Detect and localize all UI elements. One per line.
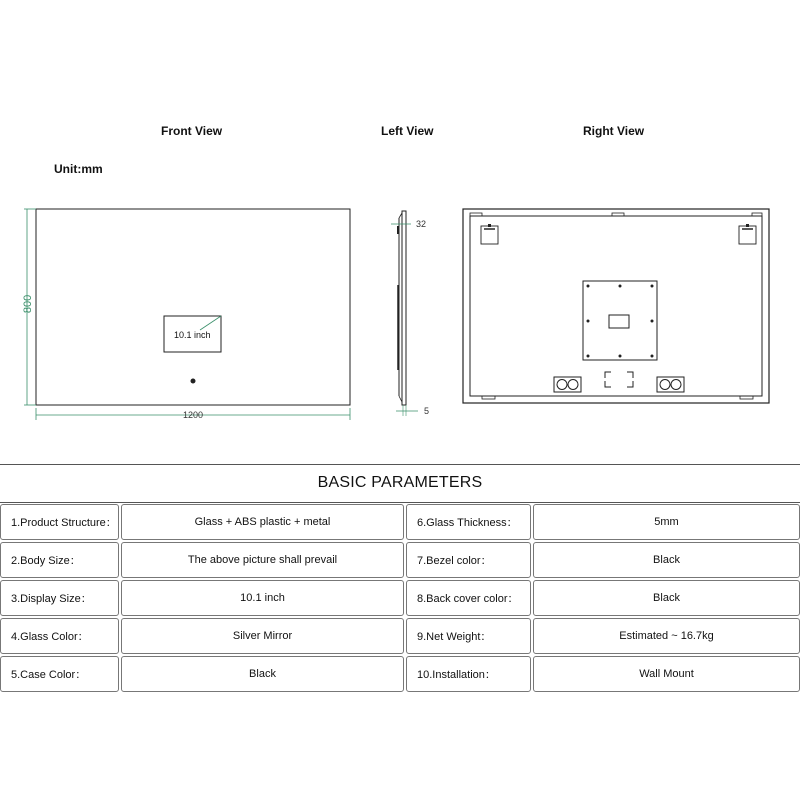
back-cover-plate — [583, 281, 657, 360]
param-label: 3.Display Size： — [0, 580, 119, 616]
front-view-outline — [36, 209, 350, 405]
right-view — [463, 209, 769, 403]
left-view-title: Left View — [381, 124, 434, 138]
param-value: Wall Mount — [533, 656, 800, 692]
back-view-outer-outline — [463, 209, 769, 403]
param-label: 10.Installation： — [406, 656, 531, 692]
front-view-title: Front View — [161, 124, 223, 138]
param-value: Estimated ~ 16.7kg — [533, 618, 800, 654]
section-title-rule — [0, 502, 800, 503]
back-view-inner-outline — [470, 216, 762, 396]
height-dimension-text: 800 — [22, 294, 34, 314]
param-label: 8.Back cover color： — [406, 580, 531, 616]
speaker-left-icon — [554, 377, 581, 392]
param-label: 1.Product Structure： — [0, 504, 119, 540]
touch-sensor-icon — [191, 379, 196, 384]
hanging-bracket-right-icon — [739, 224, 756, 244]
param-value: Silver Mirror — [121, 618, 404, 654]
right-view-title: Right View — [583, 124, 645, 138]
param-value: Glass + ABS plastic + metal — [121, 504, 404, 540]
param-value: Black — [121, 656, 404, 692]
param-label: 5.Case Color： — [0, 656, 119, 692]
section-top-rule — [0, 464, 800, 465]
sensor-corner-marks — [605, 372, 633, 387]
side-profile-outline — [402, 211, 406, 405]
param-label: 7.Bezel color： — [406, 542, 531, 578]
param-value: The above picture shall prevail — [121, 542, 404, 578]
param-value: 5mm — [533, 504, 800, 540]
unit-label: Unit:mm — [54, 162, 103, 176]
hanging-bracket-left-icon — [481, 224, 498, 244]
width-dimension-text: 1200 — [182, 410, 204, 420]
front-view — [22, 209, 350, 420]
display-callout-line — [200, 316, 221, 330]
speaker-right-icon — [657, 377, 684, 392]
param-value: Black — [533, 580, 800, 616]
display-size-label: 10.1 inch — [174, 330, 211, 340]
param-label: 2.Body Size： — [0, 542, 119, 578]
param-label: 4.Glass Color： — [0, 618, 119, 654]
parameters-title: BASIC PARAMETERS — [317, 474, 483, 491]
left-view — [391, 211, 429, 416]
depth-dimension-text: 32 — [416, 219, 427, 229]
param-value: Black — [533, 542, 800, 578]
glass-dimension-text: 5 — [424, 406, 430, 416]
param-label: 6.Glass Thickness： — [406, 504, 531, 540]
param-label: 9.Net Weight： — [406, 618, 531, 654]
param-value: 10.1 inch — [121, 580, 404, 616]
